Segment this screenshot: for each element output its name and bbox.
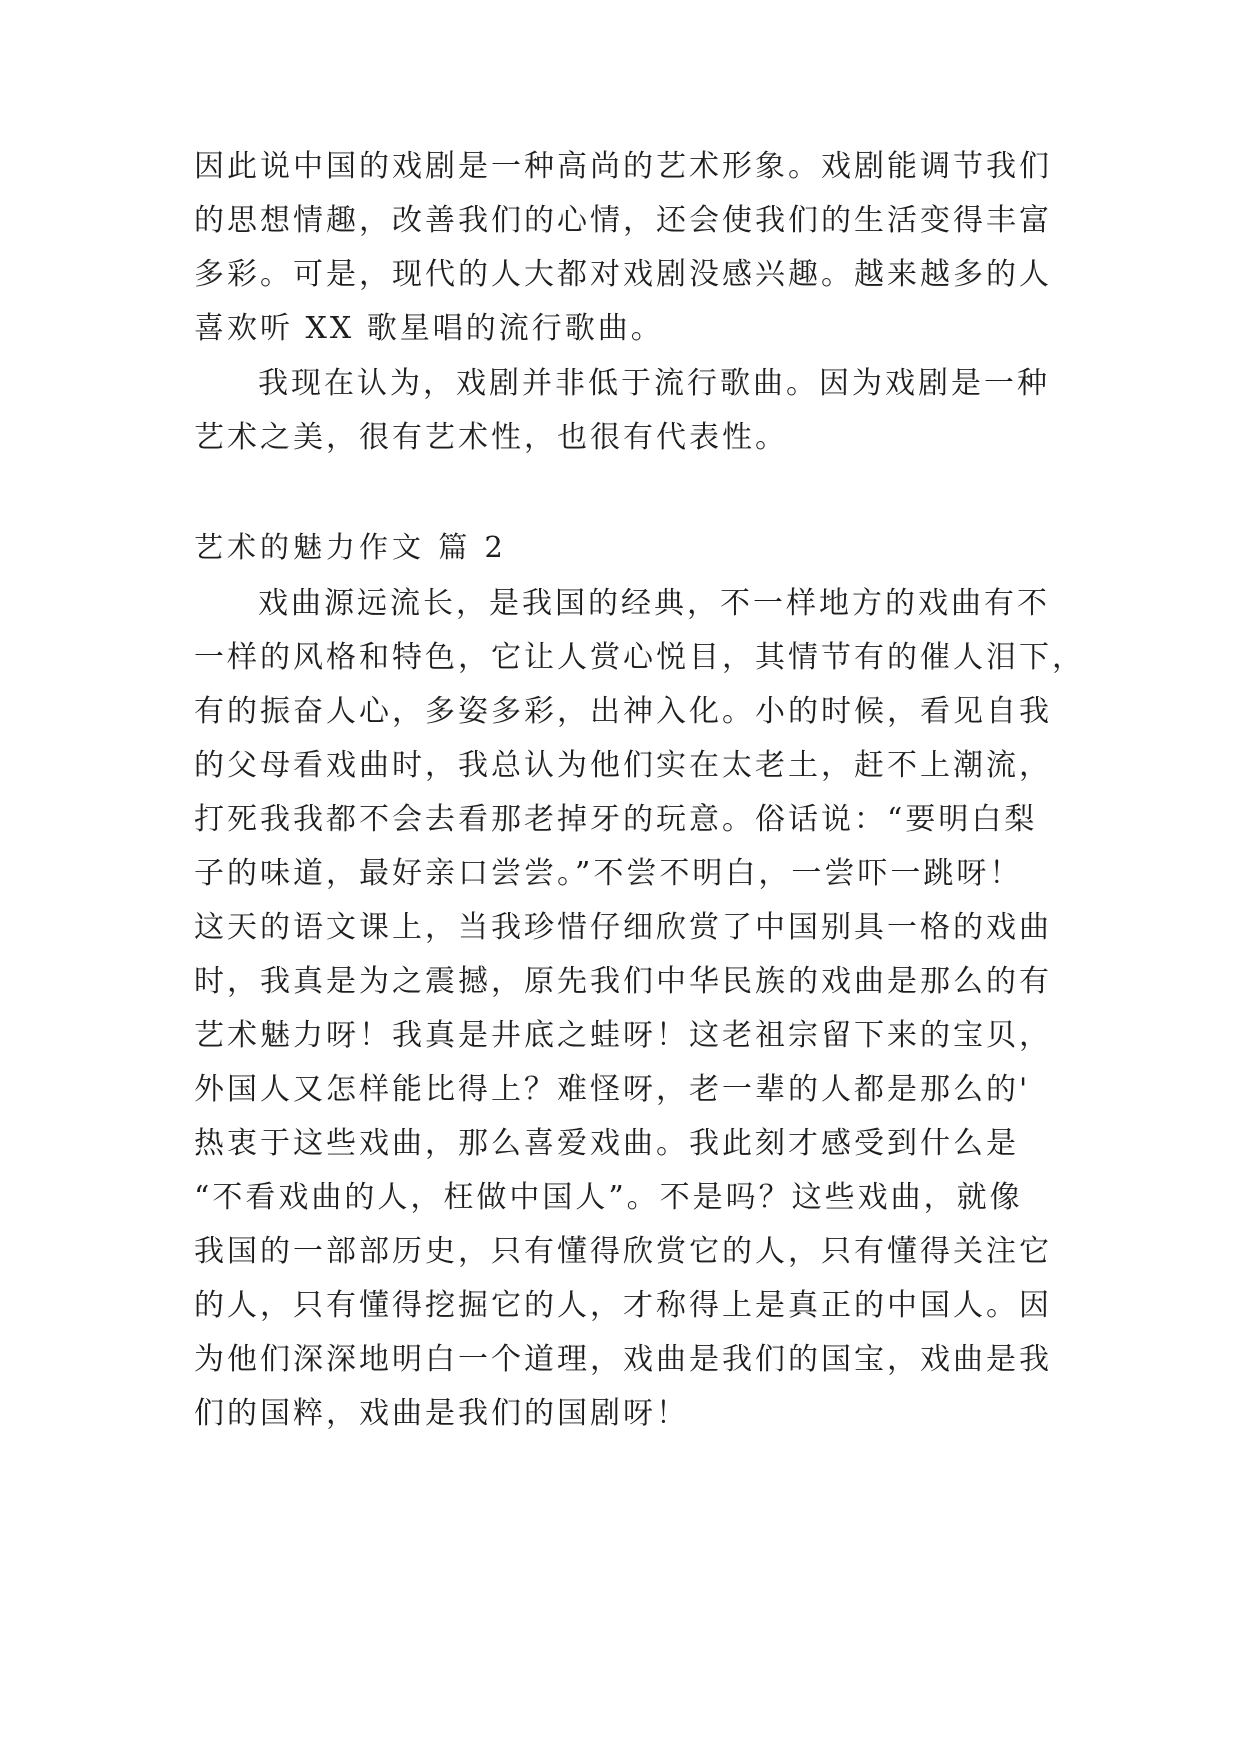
paragraph-line: 我国的一部部历史，只有懂得欣赏它的人，只有懂得关注它 [194, 1234, 1052, 1269]
paragraph-line: 戏曲源远流长，是我国的经典，不一样地方的戏曲有不 [258, 586, 1050, 621]
paragraph-line: 艺术魅力呀！我真是井底之蛙呀！这老祖宗留下来的宝贝， [194, 1018, 1052, 1053]
paragraph-line: 有的振奋人心，多姿多彩，出神入化。小的时候，看见自我 [194, 694, 1052, 729]
paragraph-line: 因此说中国的戏剧是一种高尚的艺术形象。戏剧能调节我们 [194, 149, 1052, 184]
paragraph-line: 子的味道，最好亲口尝尝。”不尝不明白，一尝吓一跳呀！ [194, 856, 1023, 891]
paragraph-line: 为他们深深地明白一个道理，戏曲是我们的国宝，戏曲是我 [194, 1342, 1052, 1377]
paragraph-line: 外国人又怎样能比得上？难怪呀，老一辈的人都是那么的' [194, 1072, 1031, 1107]
paragraph-line: 艺术之美，很有艺术性，也很有代表性。 [194, 420, 788, 455]
paragraph-line: 的思想情趣，改善我们的心情，还会使我们的生活变得丰富 [194, 203, 1052, 238]
paragraph-line: 热衷于这些戏曲，那么喜爱戏曲。我此刻才感受到什么是 [194, 1126, 1019, 1161]
paragraph-line: 的父母看戏曲时，我总认为他们实在太老土，赶不上潮流， [194, 748, 1052, 783]
paragraph-line: 时，我真是为之震撼，原先我们中华民族的戏曲是那么的有 [194, 964, 1052, 999]
paragraph-line: 们的国粹，戏曲是我们的国剧呀！ [194, 1396, 689, 1431]
paragraph-line: 我现在认为，戏剧并非低于流行歌曲。因为戏剧是一种 [258, 366, 1050, 401]
paragraph-line: 一样的风格和特色，它让人赏心悦目，其情节有的催人泪下， [194, 640, 1085, 675]
section-title: 艺术的魅力作文 篇 2 [194, 530, 507, 564]
paragraph-line: 的人，只有懂得挖掘它的人，才称得上是真正的中国人。因 [194, 1288, 1052, 1323]
paragraph-line: 多彩。可是，现代的人大都对戏剧没感兴趣。越来越多的人 [194, 257, 1052, 292]
paragraph-line: 这天的语文课上，当我珍惜仔细欣赏了中国别具一格的戏曲 [194, 910, 1052, 945]
paragraph-line: 喜欢听 XX 歌星唱的流行歌曲。 [194, 311, 664, 346]
paragraph-line: “不看戏曲的人，枉做中国人”。不是吗？这些戏曲，就像 [194, 1180, 1023, 1215]
paragraph-line: 打死我我都不会去看那老掉牙的玩意。俗话说：“要明白梨 [194, 802, 1038, 837]
